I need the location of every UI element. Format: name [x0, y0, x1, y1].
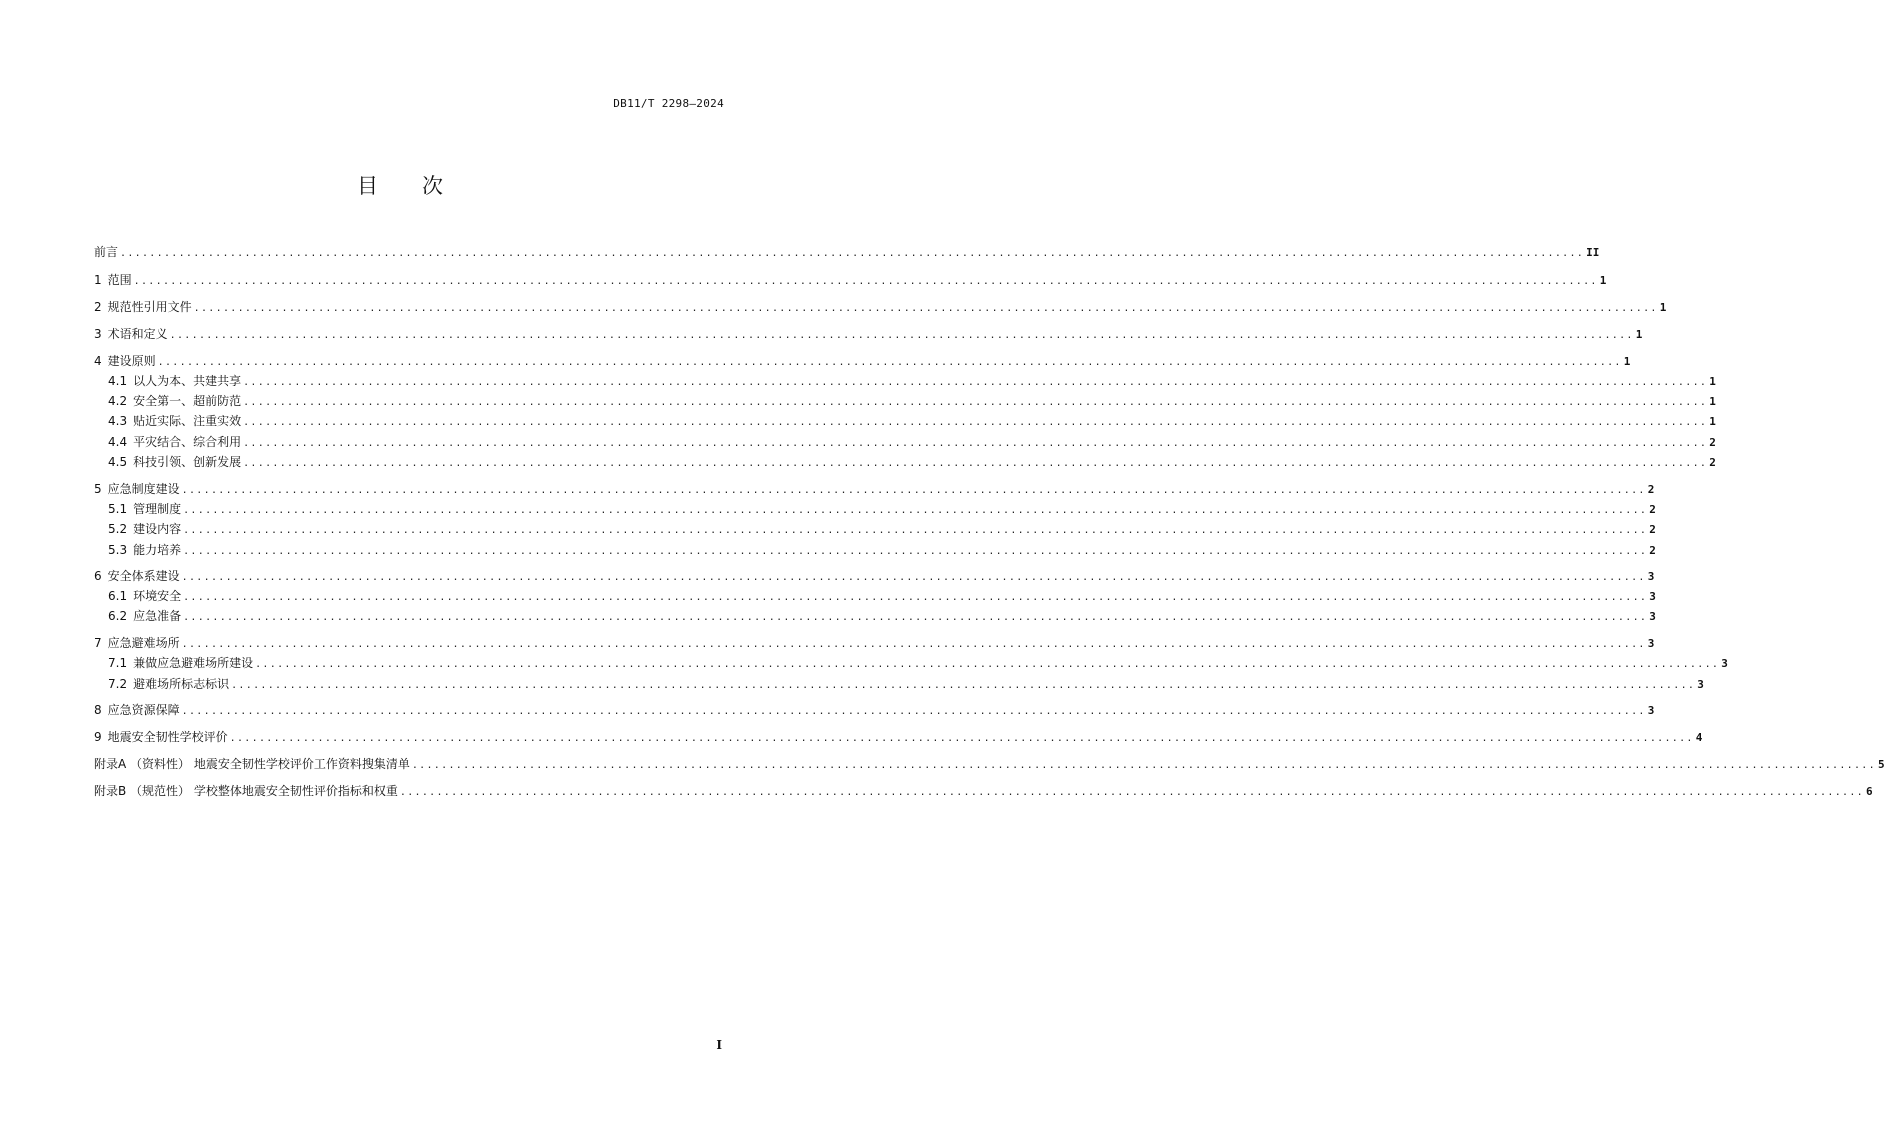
toc-page-number: 3	[1647, 637, 1655, 650]
toc-entry-label	[94, 326, 168, 342]
toc-entry[interactable]	[94, 729, 1703, 747]
toc-entry[interactable]	[94, 756, 1885, 774]
toc-page-number: 2	[1649, 523, 1656, 536]
toc-entry-number: 7.1	[108, 656, 128, 670]
toc-entry-title: 管理制度	[133, 502, 182, 516]
toc-entry-number: 5.2	[108, 522, 128, 536]
toc-entry-label	[108, 588, 181, 604]
toc-entry[interactable]	[94, 353, 1631, 371]
toc-entry-title: 规范性引用文件	[107, 300, 192, 314]
toc-page-number: 3	[1721, 657, 1728, 670]
toc-page-number: 1	[1709, 375, 1716, 388]
toc-entry-title: 附录B （规范性） 学校整体地震安全韧性评价指标和权重	[94, 784, 398, 798]
toc-leader-dots: ........................................................................................................................................................................................................	[120, 248, 1585, 259]
toc-leader-dots: ........................................................................................................................................................................................................	[181, 706, 1646, 717]
toc-entry[interactable]	[108, 393, 1716, 411]
toc-entry-title: 前言	[94, 245, 119, 259]
toc-entry-number: 5.3	[108, 543, 128, 557]
toc-entry[interactable]	[94, 326, 1643, 344]
toc-entry[interactable]	[94, 481, 1655, 499]
toc-entry-label	[94, 568, 180, 584]
toc-entry-title: 范围	[107, 273, 132, 287]
toc-entry-number: 4.4	[108, 435, 128, 449]
toc-entry-title: 应急避难场所	[107, 636, 180, 650]
toc-page-number: 2	[1649, 503, 1656, 516]
toc-page-number: 3	[1647, 704, 1655, 717]
toc-leader-dots: ........................................................................................................................................................................................................	[255, 659, 1720, 670]
toc-entry[interactable]	[94, 299, 1667, 317]
toc-entry[interactable]	[108, 413, 1716, 431]
toc-page-number: 2	[1649, 544, 1656, 557]
toc-entry-label	[108, 676, 229, 692]
toc-entry-label	[108, 434, 241, 450]
document-code: DB11/T 2298—2024	[613, 97, 724, 110]
toc-page-number: 6	[1865, 785, 1873, 798]
toc-entry-number: 4.3	[108, 414, 128, 428]
toc-entry-label	[108, 413, 241, 429]
toc-leader-dots: ........................................................................................................................................................................................................	[183, 592, 1648, 603]
toc-page-number: 2	[1647, 483, 1655, 496]
toc-leader-dots: ........................................................................................................................................................................................................	[243, 377, 1708, 388]
toc-page-number: II	[1586, 246, 1600, 259]
toc-entry-number: 1	[94, 273, 102, 287]
toc-leader-dots: ........................................................................................................................................................................................................	[193, 303, 1658, 314]
toc-leader-dots: ........................................................................................................................................................................................................	[229, 733, 1694, 744]
toc-entry-title: 科技引领、创新发展	[133, 455, 242, 469]
toc-entry[interactable]	[108, 434, 1716, 452]
toc-page-number: 1	[1623, 355, 1631, 368]
toc-entry[interactable]	[108, 373, 1716, 391]
page-title: 目次	[357, 174, 487, 198]
toc-entry[interactable]	[94, 272, 1607, 290]
toc-entry-label	[108, 655, 253, 671]
toc-entry-title: 应急制度建设	[107, 482, 180, 496]
toc-entry-number: 3	[94, 327, 102, 341]
toc-leader-dots: ........................................................................................................................................................................................................	[183, 612, 1648, 623]
toc-entry[interactable]	[108, 655, 1728, 673]
toc-entry-title: 避难场所标志标识	[133, 677, 230, 691]
toc-entry-title: 安全第一、超前防范	[133, 394, 242, 408]
toc-leader-dots: ........................................................................................................................................................................................................	[181, 639, 1646, 650]
toc-leader-dots: ........................................................................................................................................................................................................	[243, 458, 1708, 469]
toc-entry[interactable]	[94, 244, 1600, 262]
toc-page-number: 1	[1659, 301, 1667, 314]
toc-page-number: 3	[1697, 678, 1704, 691]
toc-entry-label	[94, 702, 180, 718]
toc-entry-title: 安全体系建设	[107, 569, 180, 583]
toc-page-number: 1	[1709, 415, 1716, 428]
toc-entry[interactable]	[108, 542, 1656, 560]
toc-leader-dots: ........................................................................................................................................................................................................	[243, 438, 1708, 449]
toc-leader-dots: ........................................................................................................................................................................................................	[181, 572, 1646, 583]
toc-entry-number: 9	[94, 730, 102, 744]
toc-entry[interactable]	[94, 702, 1655, 720]
toc-page-number: 5	[1877, 758, 1885, 771]
toc-page-number: 1	[1709, 395, 1716, 408]
toc-leader-dots: ........................................................................................................................................................................................................	[181, 485, 1646, 496]
toc-leader-dots: ........................................................................................................................................................................................................	[183, 505, 1648, 516]
toc-entry-number: 2	[94, 300, 102, 314]
toc-page-number: 3	[1649, 610, 1656, 623]
toc-leader-dots: ........................................................................................................................................................................................................	[183, 546, 1648, 557]
toc-entry-number: 4	[94, 354, 102, 368]
toc-entry[interactable]	[108, 588, 1656, 606]
toc-entry-title: 能力培养	[133, 543, 182, 557]
toc-entry-label	[94, 272, 132, 288]
toc-entry[interactable]	[108, 521, 1656, 539]
toc-leader-dots: ........................................................................................................................................................................................................	[411, 760, 1876, 771]
toc-entry-title: 平灾结合、综合利用	[133, 435, 242, 449]
toc-entry-number: 5	[94, 482, 102, 496]
toc-entry-number: 4.5	[108, 455, 128, 469]
toc-leader-dots: ........................................................................................................................................................................................................	[243, 397, 1708, 408]
toc-leader-dots: ........................................................................................................................................................................................................	[157, 357, 1622, 368]
page-number: I	[716, 1038, 722, 1052]
toc-leader-dots: ........................................................................................................................................................................................................	[243, 417, 1708, 428]
toc-entry-label	[108, 373, 241, 389]
toc-page-number: 1	[1599, 274, 1607, 287]
toc-entry-label	[108, 393, 241, 409]
toc-entry-title: 兼做应急避难场所建设	[133, 656, 254, 670]
toc-leader-dots: ........................................................................................................................................................................................................	[183, 525, 1648, 536]
toc-entry-number: 6	[94, 569, 102, 583]
toc-entry-title: 建设内容	[133, 522, 182, 536]
toc-entry-label	[94, 635, 180, 651]
toc-entry-label	[94, 244, 118, 260]
toc-entry[interactable]	[108, 608, 1656, 626]
toc-entry-label	[108, 501, 181, 517]
toc-entry-label	[108, 608, 181, 624]
toc-entry-number: 5.1	[108, 502, 128, 516]
toc-entry-label	[94, 783, 398, 799]
toc-entry-title: 应急资源保障	[107, 703, 180, 717]
toc-entry-label	[94, 299, 192, 315]
toc-leader-dots: ........................................................................................................................................................................................................	[231, 680, 1696, 691]
toc-entry-title: 地震安全韧性学校评价	[107, 730, 228, 744]
toc-entry-label	[108, 542, 181, 558]
toc-entry-label	[108, 521, 181, 537]
toc-entry-label	[108, 454, 241, 470]
toc-page-number: 2	[1709, 456, 1716, 469]
toc-entry-title: 术语和定义	[107, 327, 168, 341]
toc-entry-number: 4.2	[108, 394, 128, 408]
toc-entry-number: 6.2	[108, 609, 128, 623]
toc-entry-title: 建设原则	[107, 354, 156, 368]
toc-entry-title: 以人为本、共建共享	[133, 374, 242, 388]
toc-entry-title: 附录A （资料性） 地震安全韧性学校评价工作资料搜集清单	[94, 757, 410, 771]
toc-entry-label	[94, 481, 180, 497]
toc-page-number: 3	[1649, 590, 1656, 603]
toc-page-number: 3	[1647, 570, 1655, 583]
toc-entry[interactable]	[94, 568, 1655, 586]
toc-entry[interactable]	[108, 676, 1704, 694]
toc-leader-dots: ........................................................................................................................................................................................................	[169, 330, 1634, 341]
toc-entry-label	[94, 353, 156, 369]
toc-entry[interactable]	[108, 454, 1716, 472]
toc-entry-number: 4.1	[108, 374, 128, 388]
toc-entry[interactable]	[94, 635, 1655, 653]
toc-entry-label	[94, 729, 228, 745]
toc-entry-title: 环境安全	[133, 589, 182, 603]
toc-page-number: 1	[1635, 328, 1643, 341]
toc-entry-number: 8	[94, 703, 102, 717]
toc-entry-number: 7	[94, 636, 102, 650]
toc-entry[interactable]	[94, 783, 1873, 801]
toc-leader-dots: ........................................................................................................................................................................................................	[399, 787, 1864, 798]
toc-leader-dots: ........................................................................................................................................................................................................	[133, 276, 1598, 287]
toc-entry-title: 应急准备	[133, 609, 182, 623]
toc-page-number: 2	[1709, 436, 1716, 449]
toc-entry[interactable]	[108, 501, 1656, 519]
toc-entry-label	[94, 756, 410, 772]
toc-page-number: 4	[1695, 731, 1703, 744]
toc-entry-number: 7.2	[108, 677, 128, 691]
toc-entry-number: 6.1	[108, 589, 128, 603]
toc-entry-title: 贴近实际、注重实效	[133, 414, 242, 428]
